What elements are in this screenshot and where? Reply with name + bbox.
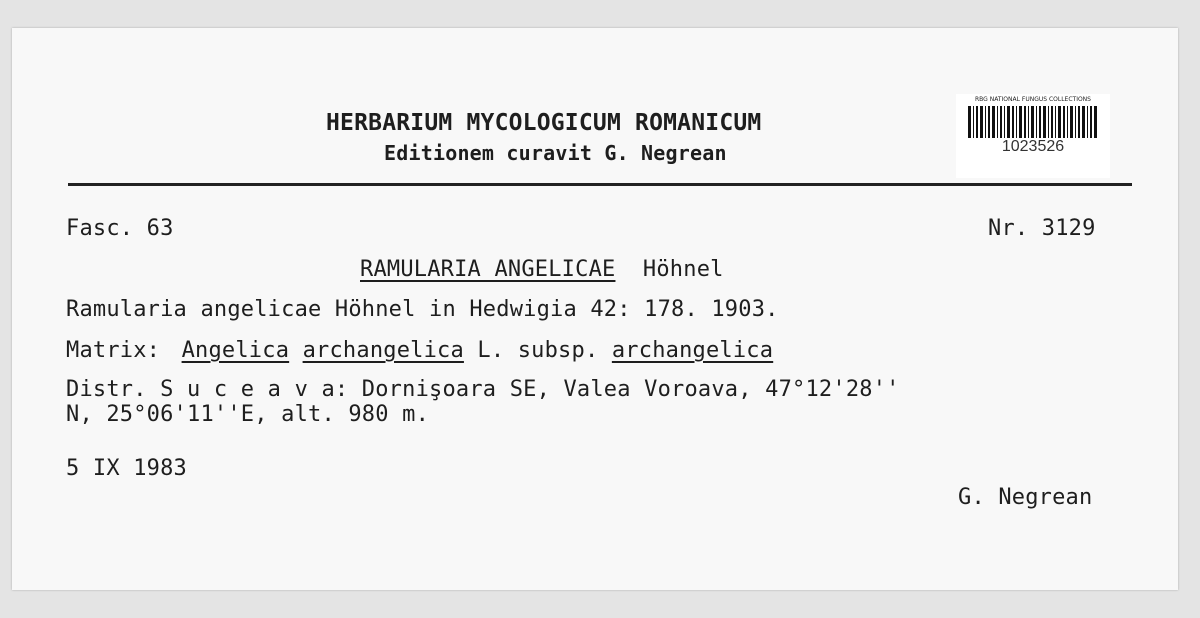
specimen-label <box>12 28 1178 590</box>
barcode-number: 1023526 <box>1001 138 1065 155</box>
matrix-species: archangelica <box>302 338 464 363</box>
herbarium-title: HERBARIUM MYCOLOGICUM ROMANICUM <box>326 110 762 136</box>
barcode-icon <box>968 106 1098 138</box>
fascicle-number: Fasc. 63 <box>66 216 174 241</box>
matrix-genus: Angelica <box>181 338 290 363</box>
collector-name: G. Negrean <box>958 485 1093 510</box>
matrix-line <box>66 338 773 364</box>
barcode-header: RBG NATIONAL FUNGUS COLLECTIONS <box>975 96 1091 103</box>
barcode-sticker <box>956 94 1110 178</box>
species-heading <box>360 257 724 283</box>
header-divider <box>68 183 1132 186</box>
citation: Ramularia angelicae Höhnel in Hedwigia 42: 178. 1903. <box>66 297 779 322</box>
matrix-author-subsp: L. subsp. <box>477 338 599 363</box>
collection-date: 5 IX 1983 <box>66 456 188 481</box>
species-name: RAMULARIA ANGELICAE <box>360 257 616 282</box>
matrix-subspecies: archangelica <box>611 338 774 363</box>
distribution-line-1: Distr. S u c e a v a: Dornişoara SE, Valea Voroava, 47°12'28'' <box>66 377 900 402</box>
exsiccata-number: Nr. 3129 <box>988 216 1096 241</box>
matrix-label: Matrix: <box>66 338 161 363</box>
distribution-line-2: N, 25°06'11''E, alt. 980 m. <box>66 402 430 427</box>
editor-line: Editionem curavit G. Negrean <box>384 141 727 165</box>
species-author: Höhnel <box>642 257 724 282</box>
